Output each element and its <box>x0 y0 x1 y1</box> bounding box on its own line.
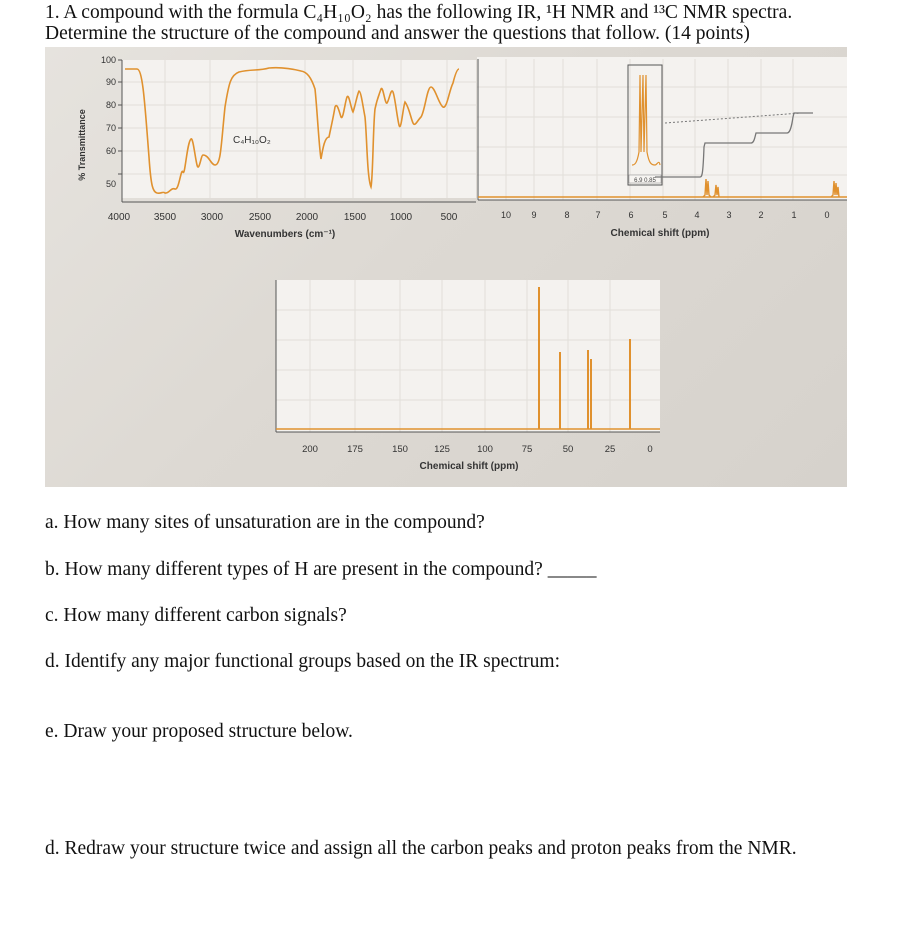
h-xtick-10: 10 <box>500 210 512 220</box>
ir-xtick-2000: 2000 <box>295 212 319 223</box>
question-b: b. How many different types of H are present in the compound? _____ <box>45 559 597 580</box>
h-nmr-inset-label: 6.9 0.85 <box>634 178 656 184</box>
c-xtick-25: 25 <box>604 444 616 455</box>
h-xtick-7: 7 <box>595 210 601 220</box>
c-xtick-100: 100 <box>477 444 493 455</box>
c-nmr-spectrum <box>276 280 660 472</box>
question-d: d. Identify any major functional groups based on the IR spectrum: <box>45 651 560 672</box>
h-xtick-1: 1 <box>791 210 797 220</box>
ir-xlabel: Wavenumbers (cm⁻¹) <box>234 229 336 240</box>
spectra-figure <box>45 47 847 487</box>
h-xtick-8: 8 <box>564 210 570 220</box>
c-xtick-125: 125 <box>434 444 450 455</box>
h-xtick-3: 3 <box>726 210 732 220</box>
header-line-1: 1. A compound with the formula C₄H₁₀O₂ has the following IR, ¹H NMR and ¹³C NMR spectra. <box>45 2 793 23</box>
c-xtick-200: 200 <box>302 444 318 455</box>
h-xtick-9: 9 <box>531 210 537 220</box>
ir-ylabel: % Transmittance <box>77 109 87 181</box>
h-nmr-spectrum <box>477 57 847 239</box>
question-e: e. Draw your proposed structure below. <box>45 721 353 742</box>
ir-xtick-4000: 4000 <box>107 212 131 223</box>
h-xtick-0: 0 <box>824 210 830 220</box>
spectra-photo <box>45 47 847 487</box>
h-xtick-6: 6 <box>628 210 634 220</box>
ir-ytick-50: 50 <box>105 179 116 189</box>
c-xtick-75: 75 <box>521 444 533 455</box>
h-xtick-4: 4 <box>694 210 700 220</box>
ir-ytick-90: 90 <box>105 77 116 87</box>
c-xtick-175: 175 <box>347 444 363 455</box>
h-xtick-2: 2 <box>758 210 764 220</box>
ir-xtick-500: 500 <box>440 212 458 223</box>
question-d-redraw: d. Redraw your structure twice and assign all the carbon peaks and proton peaks from the NMR. <box>45 838 797 859</box>
question-header <box>45 2 895 44</box>
ir-xtick-1000: 1000 <box>389 212 413 223</box>
ir-ytick-100: 100 <box>100 55 116 65</box>
ir-spectrum <box>77 55 476 240</box>
c-xtick-0: 0 <box>647 444 653 455</box>
question-c: c. How many different carbon signals? <box>45 605 347 626</box>
ir-xtick-3500: 3500 <box>153 212 177 223</box>
ir-xtick-3000: 3000 <box>200 212 224 223</box>
ir-ytick-60: 60 <box>105 146 116 156</box>
c-xtick-50: 50 <box>562 444 574 455</box>
ir-ytick-80: 80 <box>105 100 116 110</box>
c-nmr-xlabel: Chemical shift (ppm) <box>419 461 519 472</box>
h-xtick-5: 5 <box>662 210 668 220</box>
ir-formula: C₄H₁₀O₂ <box>233 135 271 146</box>
ir-ytick-70: 70 <box>105 123 116 133</box>
ir-xtick-2500: 2500 <box>248 212 272 223</box>
question-a: a. How many sites of unsaturation are in the compound? <box>45 512 485 533</box>
c-xtick-150: 150 <box>392 444 408 455</box>
ir-xtick-1500: 1500 <box>343 212 367 223</box>
h-nmr-xlabel: Chemical shift (ppm) <box>610 228 710 239</box>
header-line-2: Determine the structure of the compound and answer the questions that follow. (14 points) <box>45 23 750 44</box>
